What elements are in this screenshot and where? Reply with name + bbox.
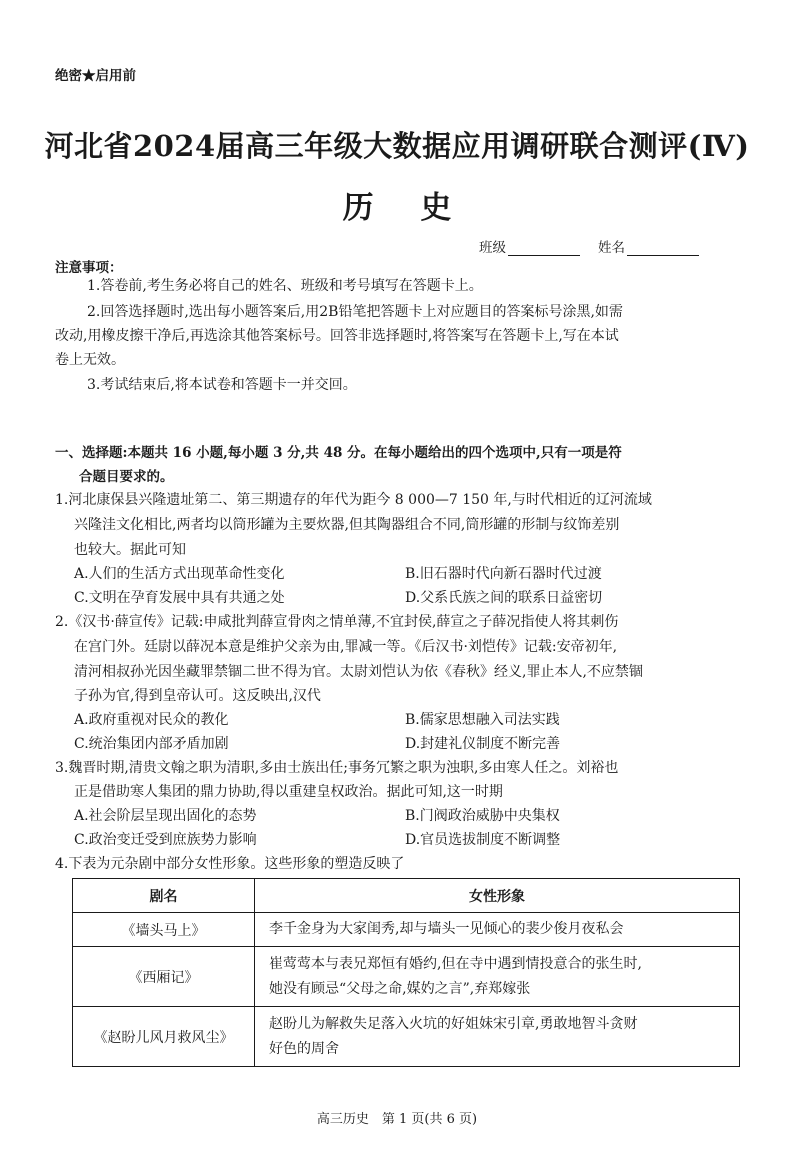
name-field bbox=[598, 236, 699, 256]
table-cell-image-line-2: 好色的周舍 bbox=[269, 1040, 339, 1057]
name-blank bbox=[627, 241, 699, 256]
confidential-mark: 绝密★启用前 bbox=[55, 68, 136, 84]
question-3-line-2: 正是借助寒人集团的鼎力协助,得以重建皇权政治。据此可知,这一时期 bbox=[74, 784, 503, 800]
question-1-option-d[interactable]: D.父系氏族之间的联系日益密切 bbox=[405, 590, 603, 606]
table-cell-play: 《西厢记》 bbox=[73, 947, 255, 1007]
question-2-line-3: 清河相叔孙光因坐藏罪禁锢二世不得为官。太尉刘恺认为依《春秋》经义,罪止本人,不应禁锢 bbox=[74, 664, 643, 680]
subject-title: 历 史 bbox=[342, 190, 452, 226]
table-row bbox=[73, 947, 740, 1007]
question-3-option-c[interactable]: C.政治变迁受到庶族势力影响 bbox=[74, 832, 257, 848]
table-cell-image bbox=[255, 1007, 740, 1067]
question-1-option-c[interactable]: C.文明在孕育发展中具有共通之处 bbox=[74, 590, 285, 606]
table-cell-image-line-1: 崔莺莺本与表兄郑恒有婚约,但在寺中遇到情投意合的张生时, bbox=[269, 955, 642, 972]
class-field bbox=[479, 236, 580, 256]
page-footer: 高三历史 第 1 页(共 6 页) bbox=[316, 1112, 478, 1127]
question-1-option-a[interactable]: A.人们的生活方式出现革命性变化 bbox=[74, 566, 285, 582]
notice-item-2-line-2: 改动,用橡皮擦干净后,再选涂其他答案标号。回答非选择题时,将答案写在答题卡上,写在本试 bbox=[55, 328, 619, 344]
table-cell-image bbox=[255, 947, 740, 1007]
question-2-option-c[interactable]: C.统治集团内部矛盾加剧 bbox=[74, 736, 229, 752]
exam-title: 河北省2024届高三年级大数据应用调研联合测评(Ⅳ) bbox=[44, 129, 750, 163]
notice-item-1: 1.答卷前,考生务必将自己的姓名、班级和考号填写在答题卡上。 bbox=[87, 278, 483, 294]
question-2-line-2: 在宫门外。廷尉以薛况本意是维护父亲为由,罪减一等。《后汉书·刘恺传》记载:安帝初年, bbox=[74, 639, 618, 655]
section-heading-line-1: 一、选择题:本题共 16 小题,每小题 3 分,共 48 分。在每小题给出的四个选项中,只有一项是符 bbox=[55, 445, 622, 461]
question-1-line-3: 也较大。据此可知 bbox=[74, 542, 186, 558]
table-cell-image-line-1: 赵盼儿为解救失足落入火坑的好姐妹宋引章,勇敢地智斗贪财 bbox=[269, 1015, 638, 1032]
notice-item-2-line-3: 卷上无效。 bbox=[55, 352, 125, 368]
class-blank bbox=[508, 241, 580, 256]
section-heading-line-2: 合题目要求的。 bbox=[79, 469, 174, 485]
question-1-line-2: 兴隆洼文化相比,两者均以筒形罐为主要炊器,但其陶器组合不同,筒形罐的形制与纹饰差别 bbox=[74, 517, 620, 533]
table-header-image: 女性形象 bbox=[255, 879, 740, 913]
question-2-line-1: 2.《汉书·薛宣传》记载:申咸批判薛宣骨肉之情单薄,不宜封侯,薛宣之子薛况指使人将其刺伤 bbox=[55, 614, 619, 630]
question-3-option-d[interactable]: D.官员选拔制度不断调整 bbox=[405, 832, 561, 848]
notice-item-3: 3.考试结束后,将本试卷和答题卡一并交回。 bbox=[87, 377, 357, 393]
notice-item-2-line-1: 2.回答选择题时,选出每小题答案后,用2B铅笔把答题卡上对应题目的答案标号涂黑,如需 bbox=[87, 304, 623, 320]
female-characters-table bbox=[72, 878, 740, 1067]
question-2-option-a[interactable]: A.政府重视对民众的教化 bbox=[74, 712, 229, 728]
table-cell-image bbox=[255, 913, 740, 947]
table-cell-play: 《赵盼儿风月救风尘》 bbox=[73, 1007, 255, 1067]
table-cell-image-line-2: 她没有顾忌“父母之命,媒妁之言”,弃郑嫁张 bbox=[269, 980, 531, 997]
table-header-row bbox=[73, 879, 740, 913]
question-2-line-4: 子孙为官,得到皇帝认可。这反映出,汉代 bbox=[74, 688, 321, 704]
question-1-line-1: 1.河北康保县兴隆遗址第二、第三期遗存的年代为距今 8 000—7 150 年,与时代相近的辽河流域 bbox=[55, 492, 652, 508]
notice-heading: 注意事项： bbox=[55, 260, 123, 276]
question-1-option-b[interactable]: B.旧石器时代向新石器时代过渡 bbox=[405, 566, 602, 582]
name-label: 姓名 bbox=[598, 240, 625, 256]
question-4-line-1: 4.下表为元杂剧中部分女性形象。这些形象的塑造反映了 bbox=[55, 856, 405, 872]
question-2-option-d[interactable]: D.封建礼仪制度不断完善 bbox=[405, 736, 561, 752]
table-row bbox=[73, 913, 740, 947]
table-cell-image-line-1: 李千金身为大家闺秀,却与墙头一见倾心的裴少俊月夜私会 bbox=[269, 921, 624, 937]
class-label: 班级 bbox=[479, 240, 506, 256]
table-header-play: 剧名 bbox=[73, 879, 255, 913]
table-row bbox=[73, 1007, 740, 1067]
question-2-option-b[interactable]: B.儒家思想融入司法实践 bbox=[405, 712, 560, 728]
question-3-line-1: 3.魏晋时期,清贵文翰之职为清职,多由士族出任;事务冗繁之职为浊职,多由寒人任之。刘裕也 bbox=[55, 760, 619, 776]
question-3-option-b[interactable]: B.门阀政治威胁中央集权 bbox=[405, 808, 560, 824]
table-cell-play: 《墙头马上》 bbox=[73, 913, 255, 947]
question-3-option-a[interactable]: A.社会阶层呈现出固化的态势 bbox=[74, 808, 257, 824]
